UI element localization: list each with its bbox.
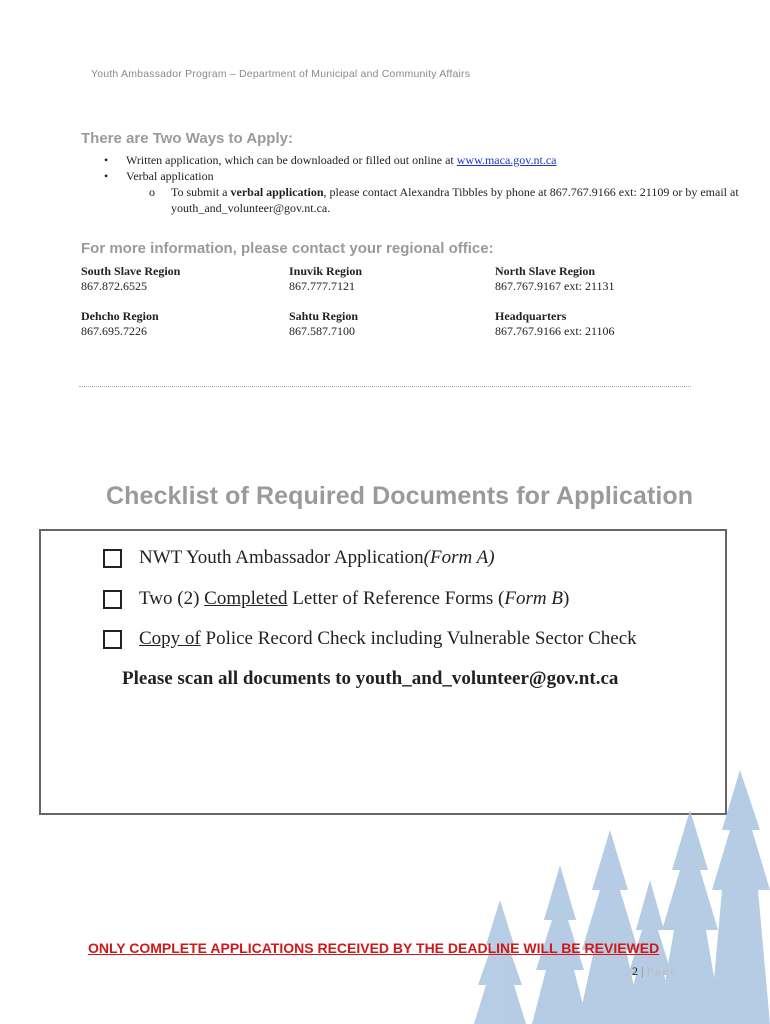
checklist-title: Checklist of Required Documents for Application [106,482,694,510]
maca-website-link[interactable]: www.maca.gov.nt.ca [456,153,557,167]
circle-bullet-icon: o [149,185,155,199]
list-item: • Verbal application o To submit a verbal application, please contact Alexandra Tibbles by phone at 867.767.9166 ext: 21109 or by email at youth_and_volunteer@gov.nt.ca. [104,168,770,216]
region-north-slave: North Slave Region 867.767.9167 ext: 21131 [495,264,615,293]
bullet-icon: • [104,169,109,183]
region-dehcho: Dehcho Region 867.695.7226 [81,309,159,338]
list-item: • Written application, which can be downloaded or filled out online at www.maca.gov.nt.ca [104,153,557,167]
list-item: o To submit a verbal application, please contact Alexandra Tibbles by phone at 867.767.9166 ext: 21109 or by email at youth_and_volunteer@gov.nt.ca. [149,185,739,215]
checklist-item-police-check: Copy of Police Record Check including Vulnerable Sector Check [103,628,637,650]
verbal-sublist [126,184,770,216]
region-south-slave: South Slave Region 867.872.6525 [81,264,181,293]
checkbox-icon[interactable] [103,630,122,649]
region-headquarters: Headquarters 867.767.9166 ext: 21106 [495,309,615,338]
apply-heading: There are Two Ways to Apply: [81,130,293,147]
contact-heading: For more information, please contact your regional office: [81,240,494,257]
region-inuvik: Inuvik Region 867.777.7121 [289,264,363,293]
checklist-item-form-a: NWT Youth Ambassador Application (Form A) [103,547,495,569]
bullet-icon: • [104,153,109,167]
tree-silhouette-decoration [460,770,770,1024]
region-sahtu: Sahtu Region 867.587.7100 [289,309,359,338]
checkbox-icon[interactable] [103,590,122,609]
deadline-notice: ONLY COMPLETE APPLICATIONS RECEIVED BY THE DEADLINE WILL BE REVIEWED [88,940,660,956]
divider [79,386,691,387]
scan-instruction: Please scan all documents to youth_and_volunteer@gov.nt.ca [122,668,619,689]
apply-list [104,152,770,216]
checklist-item-form-b: Two (2) Completed Letter of Reference Forms ( Form B ) [103,588,569,610]
page-number: 2 | Page [632,964,678,978]
checkbox-icon[interactable] [103,549,122,568]
running-header: Youth Ambassador Program – Department of Municipal and Community Affairs [91,68,471,80]
